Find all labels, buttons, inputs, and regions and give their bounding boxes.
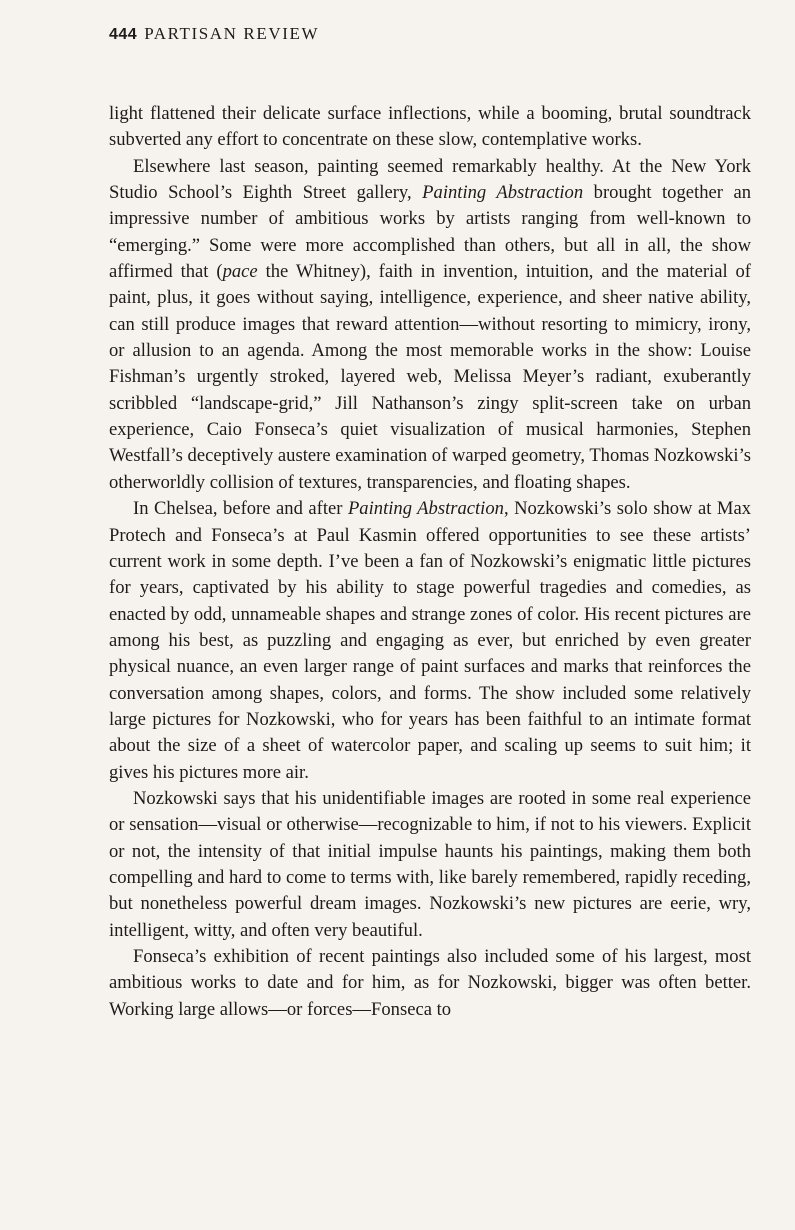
italic-pace: pace (222, 261, 258, 283)
paragraph-4 (109, 786, 751, 944)
paragraph-4-text: Nozkowski says that his unidentifiable images are rooted in some real experience or sensation—visual or otherwise—recognizable to him, if not to his viewers. Explicit or not, the intensity of that initial impulse haunts his paintings, making them both compelling and hard to come to terms with, like barely remembered, rapidly receding, but nonetheless powerful dream images. Nozkowski’s new pictures are eerie, wry, intelligent, witty, and often very beautiful. (109, 787, 751, 941)
paragraph-3-text-a: In Chelsea, before and after (133, 498, 348, 520)
paragraph-1-text: light flattened their delicate surface inflections, while a booming, brutal soundtrack subverted any effort to concentrate on these slow, contemplative works. (109, 103, 751, 151)
paragraph-2-text-b: brought together an impressive number of ambitious works by artists ranging from well-known to “emerging.” Some were more accomplished than others, but all in all, the show affirmed that ( (109, 182, 751, 283)
paragraph-5 (109, 944, 751, 1023)
page-number: 444 (109, 26, 138, 43)
paragraph-2-text-c: the Whitney), faith in invention, intuition, and the material of paint, plus, it goes without saying, intelligence, experience, and sheer native ability, can still produce images that reward attention—without resorting to mimicry, irony, or allusion to an agenda. Among the most memorable works in the show: Louise Fishman’s urgently stroked, layered web, Melissa Meyer’s radiant, exuberantly scribbled “landscape-grid,” Jill Nathanson’s zingy split-screen take on urban experience, Caio Fonseca’s quiet visualization of musical harmonies, Stephen Westfall’s deceptively austere examination of warped geometry, Thomas Nozkowski’s otherworldly collision of textures, transparencies, and floating shapes. (109, 261, 752, 493)
paragraph-1 (109, 101, 751, 154)
article-body (109, 101, 751, 1023)
journal-title: PARTISAN REVIEW (144, 24, 320, 43)
paragraph-5-text: Fonseca’s exhibition of recent paintings also included some of his largest, most ambitious works to date and for him, as for Nozkowski, bigger was often better. Working large allows—or forces—Fonseca to (109, 946, 751, 1020)
paragraph-2 (109, 154, 751, 496)
paragraph-3 (109, 496, 751, 786)
paragraph-2-text-a: Elsewhere last season, painting seemed remarkably healthy. At the New York Studio School’s Eighth Street gallery, (109, 155, 751, 204)
paragraph-3-text-b: , Nozkowski’s solo show at Max Protech and Fonseca’s at Paul Kasmin offered opportunities to see these artists’ current work in some depth. I’ve been a fan of Nozkowski’s enigmatic little pictures for years, captivated by his ability to stage powerful tragedies and comedies, as enacted by odd, unnameable shapes and strange zones of color. His recent pictures are among his best, as puzzling and engaging as ever, but enriched by even greater physical nuance, an even larger range of paint surfaces and marks that reinforces the conversation among shapes, colors, and forms. The show included some relatively large pictures for Nozkowski, who for years has been faithful to an intimate format about the size of a sheet of watercolor paper, and scaling up seems to suit him; it gives his pictures more air. (109, 498, 752, 783)
exhibition-title-painting-abstraction-2: Painting Abstraction (347, 498, 504, 520)
running-head (109, 24, 319, 44)
exhibition-title-painting-abstraction: Painting Abstraction (422, 182, 584, 204)
